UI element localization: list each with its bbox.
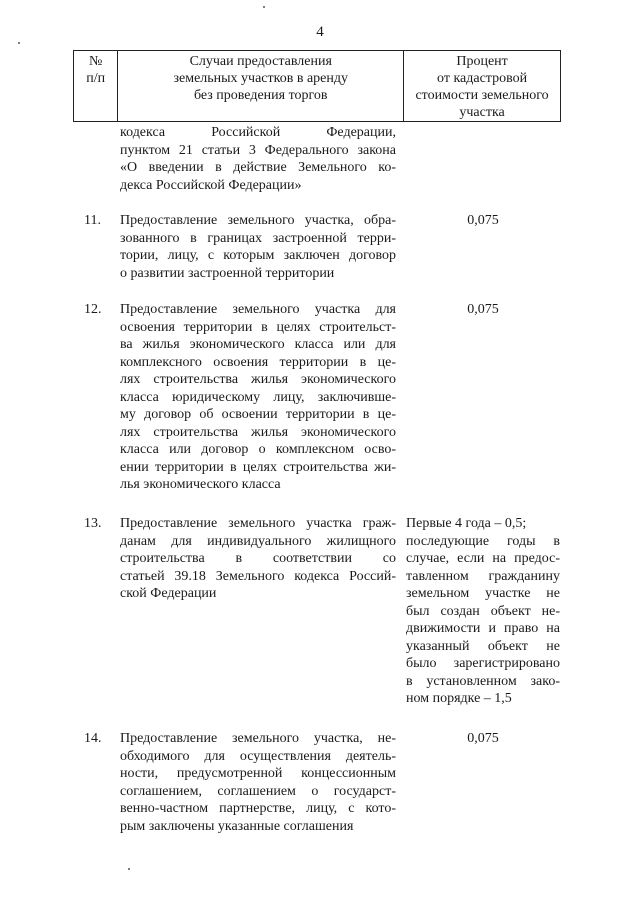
case-line: пунктом 21 статьи 3 Федерального закона	[120, 142, 396, 158]
percent-line: последующие годы в	[406, 533, 560, 549]
case-text	[120, 301, 396, 494]
percent-value: 0,075	[467, 731, 499, 746]
case-line: о развитии застроенной территории	[120, 265, 335, 281]
header-number-line: №	[89, 54, 103, 69]
case-line: декса Российской Федерации»	[120, 177, 302, 193]
case-line: освоения территории в целях строительст-	[120, 319, 396, 335]
case-line: статьей 39.18 Земельного кодекса Россий-	[120, 568, 396, 584]
scan-speck	[263, 6, 265, 8]
case-line: ении территории в целях строительства жи-	[120, 459, 396, 475]
case-line: лях строительства жилья экономического	[120, 424, 396, 440]
header-percent-line: от кадастровой	[437, 71, 528, 86]
header-percent-column	[404, 51, 561, 122]
header-cases-line: земельных участков в аренду	[173, 71, 348, 86]
case-line: соглашением, соглашением о государст-	[120, 783, 396, 799]
row-number: 12.	[84, 302, 102, 317]
percent-line: тавленном гражданину	[406, 568, 560, 584]
percent-line: Первые 4 года – 0,5;	[406, 516, 527, 531]
case-line: кодекса Российской Федерации,	[120, 125, 396, 140]
case-line: класса юридическому лицу, заключивше-	[120, 389, 396, 405]
percent-line: был создан объект не-	[406, 603, 560, 619]
case-line: комплексного освоения территории в це-	[120, 354, 396, 370]
case-line: обходимого для осуществления деятель-	[120, 748, 396, 764]
percent-text	[406, 515, 560, 708]
case-line: зованного в границах застроенной терри-	[120, 230, 396, 246]
case-line: Предоставление земельного участка для	[120, 302, 396, 317]
header-number-line: п/п	[86, 71, 106, 86]
case-line: ва жилья экономического класса или для	[120, 337, 396, 352]
row-number: 11.	[84, 213, 101, 228]
case-line: данам для индивидуального жилищного	[120, 533, 396, 549]
case-line: класса или договор о комплексном осво-	[120, 442, 396, 457]
page-number: 4	[316, 24, 324, 40]
case-text	[120, 212, 396, 282]
header-percent-line: Процент	[456, 54, 508, 69]
case-text	[120, 730, 396, 835]
case-line: Предоставление земельного участка, обра-	[120, 213, 396, 228]
scan-speck	[18, 42, 20, 44]
case-line: тории, лицу, с которым заключен договор	[120, 248, 396, 263]
scan-speck	[128, 868, 130, 870]
header-number-column	[74, 51, 118, 122]
row-number: 14.	[84, 731, 102, 746]
header-cases-column	[118, 51, 404, 122]
case-line: Предоставление земельного участка, не-	[120, 731, 396, 746]
case-line: Предоставление земельного участка граж-	[120, 516, 396, 531]
percent-line: случае, если на предос-	[406, 551, 560, 566]
percent-value: 0,075	[467, 213, 499, 228]
percent-value: 0,075	[467, 302, 499, 317]
case-line: лья экономического класса	[120, 477, 281, 492]
header-cases-line: Случаи предоставления	[189, 54, 332, 69]
continuation-text	[120, 124, 396, 194]
percent-line: земельном участке не	[406, 586, 560, 601]
case-text	[120, 515, 396, 603]
row-number: 13.	[84, 516, 102, 531]
case-line: «О введении в действие Земельного ко-	[120, 160, 396, 175]
header-percent-line: участка	[459, 105, 505, 120]
percent-line: было зарегистрировано	[406, 656, 560, 671]
case-line: лях строительства жилья экономического	[120, 372, 396, 387]
percent-line: указанный объект не	[406, 638, 560, 654]
percent-line: ном порядке – 1,5	[406, 691, 512, 706]
case-line: му договор об освоении территории в це-	[120, 407, 396, 422]
header-cases-line: без проведения торгов	[193, 88, 328, 103]
case-line: ской Федерации	[120, 586, 217, 601]
case-line: венно-частном партнерстве, лицу, с кото-	[120, 801, 396, 816]
case-line: рым заключены указанные соглашения	[120, 818, 354, 834]
case-line: строительства в соответствии со	[120, 551, 396, 566]
table-header	[73, 50, 561, 122]
percent-line: движимости и право на	[406, 621, 560, 636]
header-percent-line: стоимости земельного	[415, 88, 549, 103]
percent-line: в установленном зако-	[406, 673, 560, 689]
case-line: ности, предусмотренной концессионным	[120, 766, 396, 781]
